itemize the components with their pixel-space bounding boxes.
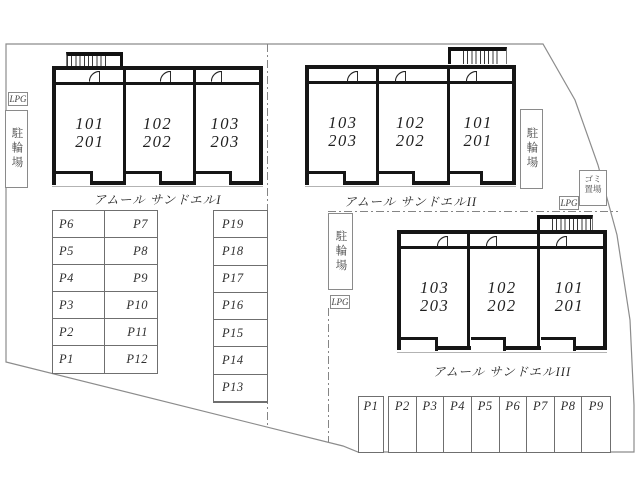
parking-stall: P3 [417, 397, 445, 452]
building-2-stairs [448, 47, 507, 64]
parking-stall: P1 [53, 346, 105, 373]
parking-stall: P10 [105, 292, 157, 319]
entrance-step [126, 171, 162, 185]
lpg-box-south: LPG [331, 297, 349, 307]
room-number: 103 [210, 113, 240, 133]
parking-row-south [388, 396, 611, 453]
door-icon [466, 71, 477, 82]
unit-room-numbers [401, 248, 468, 346]
bicycle-parking-west: 駐輪場 [5, 110, 28, 188]
door-icon [160, 71, 171, 82]
door-icon [89, 71, 100, 82]
room-number: 101 [75, 113, 105, 133]
building-2 [305, 65, 516, 185]
parking-stall: P4 [444, 397, 472, 452]
unit-room-numbers [56, 84, 124, 181]
building-3-caption: アムール サンドエルIII [432, 365, 572, 379]
room-number: 201 [554, 296, 584, 315]
ground-line [52, 186, 263, 187]
door-icon [486, 236, 497, 247]
lpg-box-east: LPG [560, 198, 578, 208]
entrance-step [196, 171, 232, 185]
entrance-step [401, 337, 438, 351]
bicycle-parking-south: 駐輪場 [328, 213, 353, 290]
parking-stall: P6 [53, 211, 105, 238]
building-3-stairs [537, 215, 593, 230]
door-icon [347, 71, 358, 82]
door-icon [395, 71, 406, 82]
room-number: 203 [328, 131, 358, 150]
parking-stall: P1 [358, 396, 384, 453]
unit-room-numbers [124, 84, 192, 181]
garbage-station: ゴミ置場 [579, 170, 607, 206]
parking-stall: P6 [500, 397, 528, 452]
room-number: 103 [420, 278, 450, 297]
building-1-caption: アムール サンドエルI [93, 193, 222, 207]
room-number: 101 [554, 278, 584, 297]
parcel-line-horizontal [328, 211, 618, 212]
parking-stall: P16 [214, 293, 267, 320]
parking-stall: P7 [105, 211, 157, 238]
parcel-line-vertical-south [328, 308, 329, 442]
room-number: 101 [463, 113, 493, 132]
parking-stall: P8 [105, 238, 157, 265]
bicycle-parking-east: 駐輪場 [520, 109, 543, 189]
lpg-box-west: LPG [9, 94, 27, 104]
entrance-step [541, 337, 576, 351]
room-number: 102 [487, 278, 517, 297]
room-number: 201 [75, 131, 105, 151]
parking-stall: P17 [214, 266, 267, 293]
ground-line [305, 186, 516, 187]
room-number: 103 [328, 113, 358, 132]
entrance-step [56, 171, 93, 185]
door-icon [437, 236, 448, 247]
stairs-hatch [552, 219, 594, 230]
parking-stall: P18 [214, 238, 267, 265]
unit-room-numbers [377, 83, 445, 181]
parking-column-center [213, 210, 268, 403]
entrance-step [309, 171, 346, 185]
parking-stall: P8 [555, 397, 583, 452]
room-number: 203 [210, 131, 240, 151]
building-1 [52, 66, 263, 185]
parking-stall: P2 [53, 319, 105, 346]
parking-stall: P5 [472, 397, 500, 452]
room-number: 102 [395, 113, 426, 132]
room-number: 201 [463, 131, 493, 150]
parking-stall: P5 [53, 238, 105, 265]
entrance-step [379, 171, 415, 185]
parking-stall: P7 [527, 397, 555, 452]
parking-stall: P2 [389, 397, 417, 452]
parking-stall: P12 [126, 352, 148, 366]
unit-room-numbers [536, 248, 603, 346]
stairs-hatch [463, 51, 501, 64]
parking-stall: P19 [214, 211, 267, 238]
room-number: 202 [142, 131, 173, 151]
parking-stall: P9 [105, 265, 157, 292]
room-number: 202 [395, 131, 426, 150]
unit-room-numbers [468, 248, 535, 346]
parking-stall: P11 [105, 319, 157, 346]
parking-stall: P13 [214, 375, 267, 402]
parking-stall: P9 [588, 399, 604, 413]
building-2-caption: アムール サンドエルII [343, 195, 478, 209]
parking-stall: P3 [53, 292, 105, 319]
building-3 [397, 230, 607, 350]
room-number: 202 [487, 296, 517, 315]
room-number: 203 [420, 296, 450, 315]
parking-grid-west [52, 210, 158, 374]
door-icon [211, 71, 222, 82]
building-1-stairs [66, 52, 123, 67]
ground-line [397, 352, 607, 353]
parking-stall: P15 [214, 320, 267, 347]
parking-stall: P4 [53, 265, 105, 292]
unit-room-numbers [309, 83, 377, 181]
room-number: 102 [142, 113, 173, 133]
unit-room-numbers [191, 84, 259, 181]
door-icon [556, 236, 567, 247]
entrance-step [450, 171, 483, 185]
parking-stall: P14 [214, 347, 267, 374]
entrance-step [471, 337, 506, 351]
unit-room-numbers [444, 83, 512, 181]
